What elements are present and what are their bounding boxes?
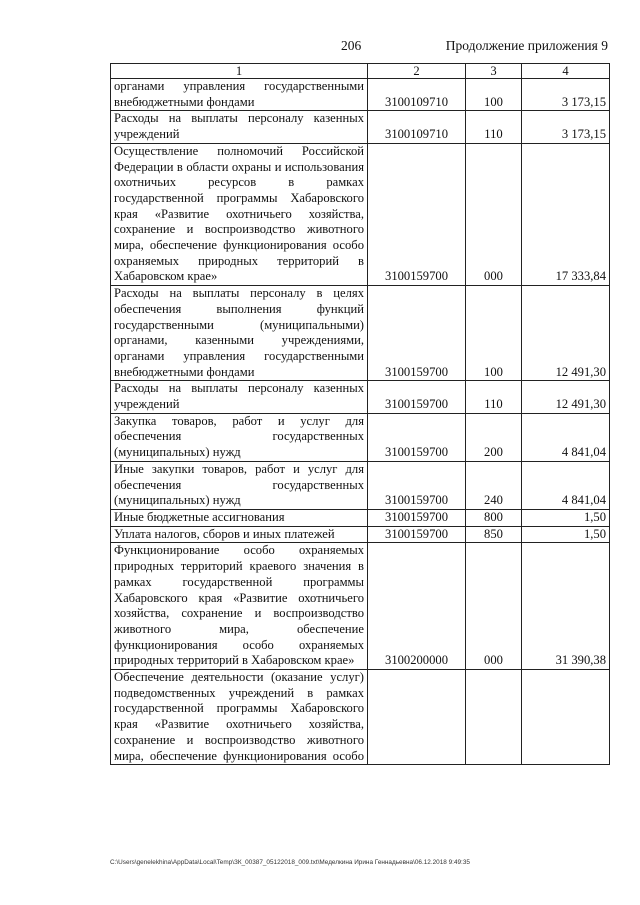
row-description: Функционирование особо охраняемых природных территорий краевого значения в рамках государственной программы Хабаровского края «Развитие охотничьего хозяйства, сохранение и воспроизводство животного мира, обеспечение функционирования особо охраняемых природных территорий в Хабаровском крае»: [111, 543, 368, 670]
table-row: [111, 381, 610, 413]
row-expense-type: 240: [466, 461, 522, 509]
appendix-continuation-title: Продолжение приложения 9: [445, 38, 608, 53]
table-row: [111, 111, 610, 143]
row-target-code: 3100159700: [368, 286, 466, 381]
budget-table: [110, 63, 610, 765]
row-target-code: 3100109710: [368, 79, 466, 111]
row-amount: 3 173,15: [522, 79, 610, 111]
row-target-code: [368, 670, 466, 765]
row-amount: 3 173,15: [522, 111, 610, 143]
row-amount: 17 333,84: [522, 143, 610, 285]
footer-file-path: C:\Users\genelekhina\AppData\Local\Temp\ЗК_00387_05122018_009.txt\Меделкина Ирина Геннадьевна\06.12.2018 9:49:35: [110, 859, 470, 866]
row-description: Иные бюджетные ассигнования: [111, 509, 368, 526]
row-target-code: 3100159700: [368, 413, 466, 461]
row-expense-type: 100: [466, 286, 522, 381]
row-description: Расходы на выплаты персоналу в целях обеспечения выполнения функций государственными (муниципальными) органами, казенными учреждениями, органами управления государственными внебюджетными фондами: [111, 286, 368, 381]
row-description: Расходы на выплаты персоналу казенных учреждений: [111, 111, 368, 143]
row-expense-type: 110: [466, 381, 522, 413]
row-expense-type: 800: [466, 509, 522, 526]
row-target-code: 3100200000: [368, 543, 466, 670]
row-description: Закупка товаров, работ и услуг для обеспечения государственных (муниципальных) нужд: [111, 413, 368, 461]
row-amount: 1,50: [522, 526, 610, 543]
table-row: [111, 670, 610, 765]
row-description: Уплата налогов, сборов и иных платежей: [111, 526, 368, 543]
row-amount: 4 841,04: [522, 413, 610, 461]
page-number: 206: [341, 38, 362, 53]
table-row: [111, 461, 610, 509]
row-amount: 1,50: [522, 509, 610, 526]
row-expense-type: 850: [466, 526, 522, 543]
row-target-code: 3100159700: [368, 461, 466, 509]
row-description: Иные закупки товаров, работ и услуг для обеспечения государственных (муниципальных) нужд: [111, 461, 368, 509]
row-target-code: 3100159700: [368, 526, 466, 543]
table-row: [111, 509, 610, 526]
row-expense-type: 100: [466, 79, 522, 111]
row-expense-type: 200: [466, 413, 522, 461]
table-row: [111, 413, 610, 461]
table-row: [111, 543, 610, 670]
row-amount: 12 491,30: [522, 286, 610, 381]
row-target-code: 3100159700: [368, 381, 466, 413]
row-expense-type: [466, 670, 522, 765]
row-target-code: 3100109710: [368, 111, 466, 143]
row-target-code: 3100159700: [368, 143, 466, 285]
table-row: [111, 143, 610, 285]
row-target-code: 3100159700: [368, 509, 466, 526]
column-header-3: 3: [466, 64, 522, 79]
column-header-2: 2: [368, 64, 466, 79]
row-expense-type: 110: [466, 111, 522, 143]
row-expense-type: 000: [466, 543, 522, 670]
row-description: Обеспечение деятельности (оказание услуг) подведомственных учреждений в рамках государственной программы Хабаровского края «Развитие охотничьего хозяйства, сохранение и воспроизводство животного мира, обеспечение функционирования особо: [111, 670, 368, 765]
column-header-4: 4: [522, 64, 610, 79]
row-amount: 12 491,30: [522, 381, 610, 413]
row-amount: 4 841,04: [522, 461, 610, 509]
table-row: [111, 526, 610, 543]
row-description: Расходы на выплаты персоналу казенных учреждений: [111, 381, 368, 413]
column-header-1: 1: [111, 64, 368, 79]
table-header-row: [111, 64, 610, 79]
row-amount: [522, 670, 610, 765]
row-description: Осуществление полномочий Российской Федерации в области охраны и использования охотничьих ресурсов в рамках государственной программы Хабаровского края «Развитие охотничьего хозяйства, сохранение и воспроизводство животного мира, обеспечение функционирования особо охраняемых природных территорий в Хабаровском крае»: [111, 143, 368, 285]
row-expense-type: 000: [466, 143, 522, 285]
row-description: органами управления государственными внебюджетными фондами: [111, 79, 368, 111]
table-row: [111, 79, 610, 111]
row-amount: 31 390,38: [522, 543, 610, 670]
table-row: [111, 286, 610, 381]
